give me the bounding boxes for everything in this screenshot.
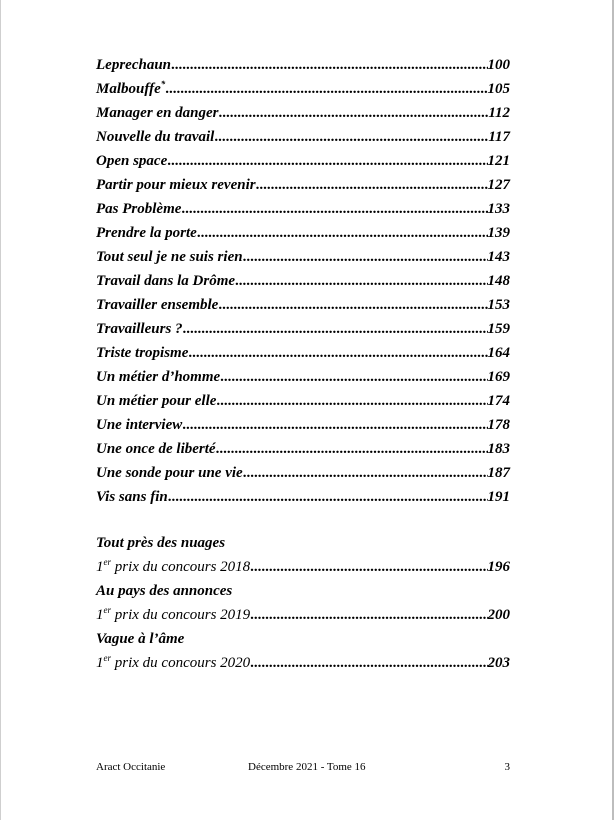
dot-leader <box>171 56 488 74</box>
footnote-marker: * <box>160 79 166 89</box>
toc-entry-page: 174 <box>487 393 510 409</box>
toc-entry-page: 105 <box>487 81 510 97</box>
prize-entry[interactable] <box>96 648 510 672</box>
dot-leader <box>182 416 487 434</box>
toc-entry-title: Prendre la porte <box>96 225 197 241</box>
footer-organization: Aract Occitanie <box>96 761 166 773</box>
toc-entry-title: Une interview <box>96 417 183 433</box>
dot-leader <box>250 654 487 672</box>
section-gap <box>96 506 510 528</box>
dot-leader <box>218 296 487 314</box>
page-footer <box>96 761 510 775</box>
toc-entry-title: Nouvelle du travail <box>96 129 215 145</box>
toc-entry-title: Leprechaun <box>96 57 171 73</box>
toc-entry-title: Travail dans la Drôme <box>96 273 236 289</box>
dot-leader <box>250 558 487 576</box>
toc-entry-title: Une once de liberté <box>96 441 216 457</box>
toc-entry[interactable] <box>96 146 510 170</box>
toc-entry-page: 183 <box>487 441 510 457</box>
dot-leader <box>216 440 488 458</box>
toc-entry-page: 127 <box>487 177 510 193</box>
toc-entry-page: 148 <box>487 273 510 289</box>
prize-heading[interactable]: Vague à l’âme <box>96 631 185 647</box>
toc-entry-title: Travailleurs ? <box>96 321 183 337</box>
toc-entry-page: 169 <box>487 369 510 385</box>
toc-entry-title: Tout seul je ne suis rien <box>96 249 243 265</box>
toc-entry-title: Travailler ensemble <box>96 297 219 313</box>
dot-leader <box>250 606 487 624</box>
toc-entry-page: 178 <box>487 417 510 433</box>
toc-entry-title: Open space <box>96 153 168 169</box>
toc-entry-title: Vis sans fin <box>96 489 168 505</box>
footer-page-number: 3 <box>504 761 510 773</box>
toc-entry-title: Un métier pour elle <box>96 393 217 409</box>
toc-entry-page: 187 <box>487 465 510 481</box>
dot-leader <box>216 392 487 410</box>
prize-heading[interactable]: Au pays des annonces <box>96 583 233 599</box>
toc-entry-page: 143 <box>487 249 510 265</box>
toc-entry[interactable] <box>96 386 510 410</box>
dot-leader <box>235 272 487 290</box>
dot-leader <box>214 128 488 146</box>
dot-leader <box>256 176 488 194</box>
toc-entry-title: Manager en danger <box>96 105 219 121</box>
toc-entry[interactable] <box>96 338 510 362</box>
prize-entry[interactable] <box>96 552 510 576</box>
prize-page: 196 <box>487 559 510 575</box>
toc-entry[interactable] <box>96 458 510 482</box>
prize-label: 1er prix du concours 2019 <box>96 605 251 623</box>
prize-entry[interactable] <box>96 600 510 624</box>
toc-entry-title: Malbouffe* <box>96 79 166 97</box>
toc-entry[interactable] <box>96 314 510 338</box>
toc-entry-page: 164 <box>487 345 510 361</box>
dot-leader <box>219 104 489 122</box>
dot-leader <box>188 344 487 362</box>
prize-heading[interactable]: Tout près des nuages <box>96 535 226 551</box>
page-edge-left <box>0 0 1 820</box>
dot-leader <box>183 320 488 338</box>
table-of-contents <box>96 50 510 672</box>
prize-page: 200 <box>487 607 510 623</box>
toc-entry[interactable] <box>96 242 510 266</box>
toc-entry[interactable] <box>96 170 510 194</box>
prize-label: 1er prix du concours 2018 <box>96 557 251 575</box>
toc-entry-page: 139 <box>487 225 510 241</box>
dot-leader <box>220 368 487 386</box>
dot-leader <box>243 248 488 266</box>
toc-entry[interactable] <box>96 362 510 386</box>
toc-entry-title: Une sonde pour une vie <box>96 465 243 481</box>
toc-entry-page: 153 <box>487 297 510 313</box>
toc-entry-title: Pas Problème <box>96 201 182 217</box>
dot-leader <box>165 80 487 98</box>
toc-entry-page: 133 <box>487 201 510 217</box>
dot-leader <box>168 488 488 506</box>
dot-leader <box>243 464 488 482</box>
toc-entry[interactable] <box>96 482 510 506</box>
toc-entry[interactable] <box>96 74 510 98</box>
dot-leader <box>181 200 487 218</box>
toc-entry[interactable] <box>96 266 510 290</box>
toc-entry[interactable] <box>96 218 510 242</box>
toc-entry-page: 159 <box>487 321 510 337</box>
toc-entry[interactable] <box>96 50 510 74</box>
toc-entry[interactable] <box>96 98 510 122</box>
toc-entry[interactable] <box>96 410 510 434</box>
toc-entry[interactable] <box>96 290 510 314</box>
toc-entry-page: 191 <box>487 489 510 505</box>
toc-entry-title: Triste tropisme <box>96 345 189 361</box>
toc-entry-page: 100 <box>487 57 510 73</box>
dot-leader <box>197 224 488 242</box>
toc-entry-title: Un métier d’homme <box>96 369 221 385</box>
toc-entry-page: 112 <box>488 105 510 121</box>
footer-edition: Décembre 2021 - Tome 16 <box>248 761 366 773</box>
toc-entry[interactable] <box>96 122 510 146</box>
toc-entry[interactable] <box>96 194 510 218</box>
prize-page: 203 <box>487 655 510 671</box>
toc-entry-page: 121 <box>487 153 510 169</box>
prize-label: 1er prix du concours 2020 <box>96 653 251 671</box>
dot-leader <box>167 152 487 170</box>
toc-entry-page: 117 <box>488 129 510 145</box>
toc-entry[interactable] <box>96 434 510 458</box>
toc-entry-title: Partir pour mieux revenir <box>96 177 256 193</box>
